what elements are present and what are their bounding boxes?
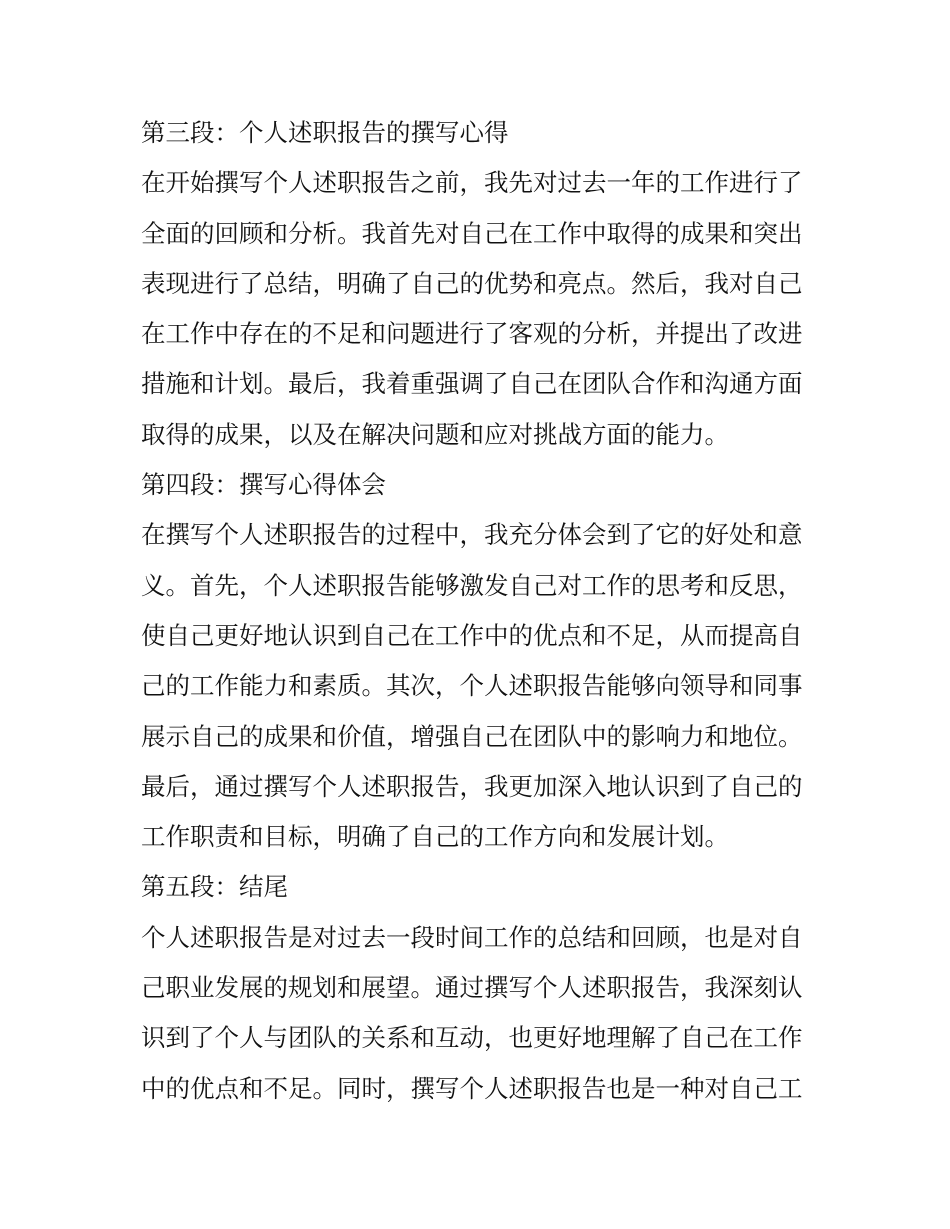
section-heading-4: 第四段：撰写心得体会 [141,470,386,500]
section-paragraph-5 [141,913,821,1114]
text-line: 个人述职报告是对过去一段时间工作的总结和回顾，也是对自 [141,922,803,952]
section-heading-5: 第五段：结尾 [141,872,288,902]
text-line: 己职业发展的规划和展望。通过撰写个人述职报告，我深刻认 [141,973,803,1003]
text-line: 取得的成果，以及在解决问题和应对挑战方面的能力。 [141,419,729,449]
text-line: 中的优点和不足。同时，撰写个人述职报告也是一种对自己工 [141,1073,803,1103]
section-paragraph-3 [141,158,821,460]
section-paragraph-4 [141,510,821,862]
text-line: 工作职责和目标，明确了自己的工作方向和发展计划。 [141,822,729,852]
text-line: 己的工作能力和素质。其次，个人述职报告能够向领导和同事 [141,671,803,701]
section-heading-3: 第三段：个人述职报告的撰写心得 [141,118,509,147]
text-line: 最后，通过撰写个人述职报告，我更加深入地认识到了自己的 [141,771,803,801]
text-line: 展示自己的成果和价值，增强自己在团队中的影响力和地位。 [141,721,803,751]
document-body [141,108,821,1114]
text-line: 义。首先，个人述职报告能够激发自己对工作的思考和反思， [141,570,803,600]
text-line: 识到了个人与团队的关系和互动，也更好地理解了自己在工作 [141,1023,803,1053]
text-line: 在工作中存在的不足和问题进行了客观的分析，并提出了改进 [141,319,803,349]
text-line: 在开始撰写个人述职报告之前，我先对过去一年的工作进行了 [141,168,803,198]
text-line: 使自己更好地认识到自己在工作中的优点和不足，从而提高自 [141,620,803,650]
text-line: 在撰写个人述职报告的过程中，我充分体会到了它的好处和意 [141,520,803,550]
text-line: 全面的回顾和分析。我首先对自己在工作中取得的成果和突出 [141,218,803,248]
text-line: 措施和计划。最后，我着重强调了自己在团队合作和沟通方面 [141,369,803,399]
text-line: 表现进行了总结，明确了自己的优势和亮点。然后，我对自己 [141,268,803,298]
